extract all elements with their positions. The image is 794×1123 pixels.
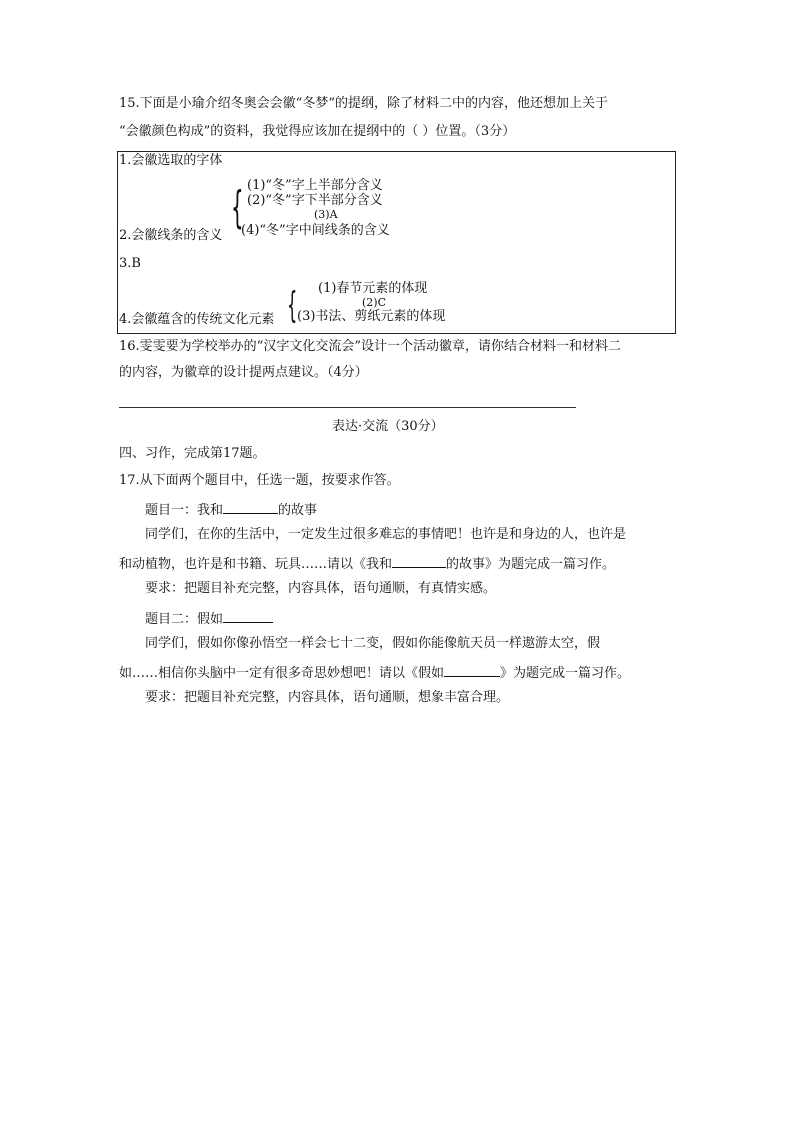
outline-item-2-sub-1: (1)“冬”字上半部分含义 [247,178,383,193]
brace-icon: { [231,182,244,233]
outline-item-2-sub-4: (4)“冬”字中间线条的含义 [241,223,390,238]
q15-line1: 15.下面是小瑜介绍冬奥会会徽“冬梦”的提纲，除了材料二中的内容，他还想加上关于 [119,96,608,111]
outline-item-3: 3.B [119,256,141,271]
outline-item-4-sub-3: (3)书法、剪纸元素的体现 [297,309,446,324]
topic-2-blank [223,610,273,623]
outline-item-2-sub-3: (3)A [314,208,338,221]
topic-1-blank [223,501,278,514]
topic-1-p2-suffix: 的故事》为题完成一篇习作。 [446,557,616,572]
topic-2-paragraph-line2 [119,664,630,680]
q16-line2: 的内容，为徽章的设计提两点建议。（4分） [119,365,368,380]
topic-1-prefix: 题目一：我和 [145,503,224,518]
outline-item-4-sub-2: (2)C [362,296,386,309]
outline-item-2: 2.会徽线条的含义 [119,228,223,243]
answer-line [119,407,576,408]
q16-line1: 16.雯雯要为学校举办的“汉字文化交流会”设计一个活动徽章，请你结合材料一和材料二 [119,339,621,354]
topic-1-paragraph-line1: 同学们，在你的生活中，一定发生过很多难忘的事情吧！也许是和身边的人，也许是 [145,527,627,542]
topic-1-requirement: 要求：把题目补充完整，内容具体，语句通顺，有真情实感。 [145,581,497,596]
outline-item-1: 1.会徽选取的字体 [119,153,223,168]
topic-2-p2-blank [444,664,500,677]
topic-2-requirement: 要求：把题目补充完整，内容具体，语句通顺，想象丰富合理。 [145,690,510,705]
outline-item-2-sub-2: (2)“冬”字下半部分含义 [247,193,383,208]
q17-intro: 17.从下面两个题目中，任选一题，按要求作答。 [119,473,400,488]
topic-1-suffix: 的故事 [278,503,318,518]
topic-1-p2-prefix: 和动植物，也许是和书籍、玩具……请以《我和 [119,557,393,572]
q15-line2: “会徽颜色构成”的资料，我觉得应该加在提纲中的（ ）位置。（3分） [119,124,516,139]
outline-item-4: 4.会徽蕴含的传统文化元素 [119,312,275,327]
topic-2-paragraph-line1: 同学们，假如你像孙悟空一样会七十二变，假如你能像航天员一样遨游太空，假 [145,636,601,651]
topic-2-p2-prefix: 如……相信你头脑中一定有很多奇思妙想吧！请以《假如 [119,666,445,681]
topic-2-p2-suffix: 》为题完成一篇习作。 [500,666,631,681]
topic-2-prefix: 题目二：假如 [145,612,224,627]
outline-item-4-sub-1: (1)春节元素的体现 [318,281,428,296]
brace-icon: { [287,285,298,326]
topic-2-title [145,610,273,626]
section-heading: 表达·交流（30分） [332,419,444,434]
part-4-heading: 四、习作，完成第17题。 [119,446,266,461]
topic-1-paragraph-line2 [119,555,615,571]
topic-1-title [145,501,317,517]
topic-1-p2-blank [392,555,446,568]
